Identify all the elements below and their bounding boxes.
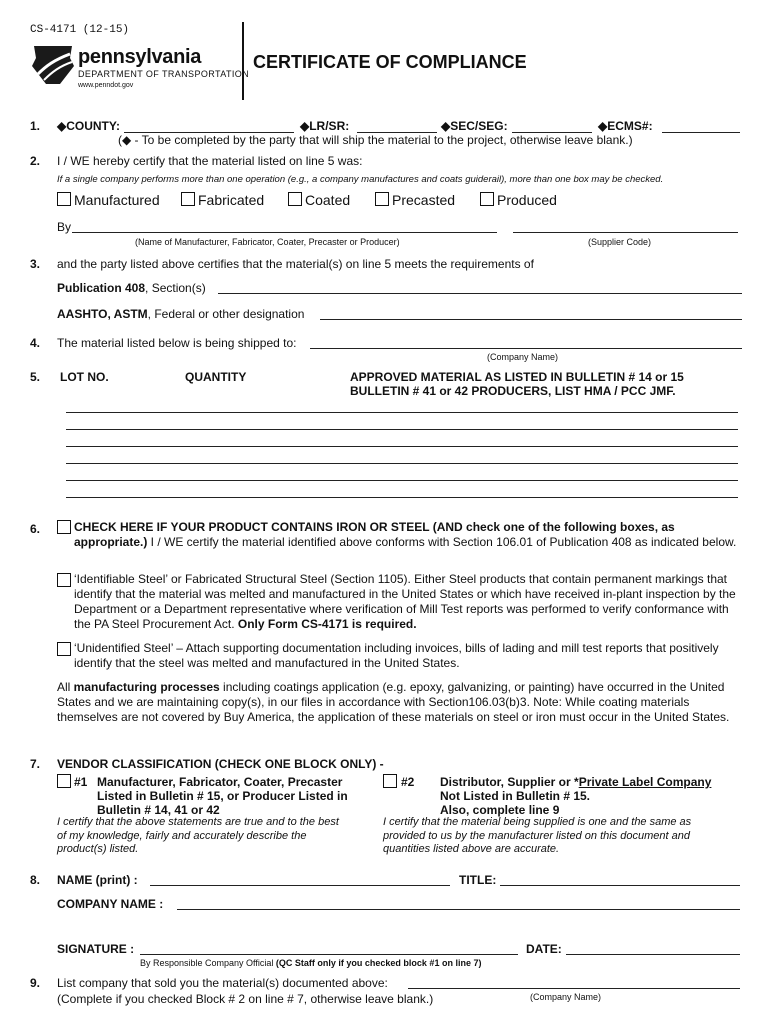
manufacturer-caption: (Name of Manufacturer, Fabricator, Coater, Precaster or Producer) — [135, 237, 400, 247]
lot-no-header: LOT NO. — [60, 370, 109, 384]
iron-steel-statement: CHECK HERE IF YOUR PRODUCT CONTAINS IRON OR STEEL (AND check one of the following boxes, as appropriate.) I / WE certify the material identified above conforms with Section 106.01 of Publication 408 as indicated below. — [74, 520, 737, 549]
vendor-option-2-number: #2 — [401, 775, 415, 789]
keystone-logo-icon — [30, 44, 76, 86]
option-produced[interactable]: Produced — [480, 192, 557, 208]
vendor-option-1-line-2: Listed in Bulletin # 15, or Producer Listed in — [97, 789, 348, 803]
line-1-note: (◆ - To be completed by the party that will ship the material to the project, otherwise leave blank.) — [118, 133, 633, 147]
designation-field[interactable] — [320, 319, 742, 320]
unidentified-steel-text: ‘Unidentified Steel’ – Attach supporting documentation including invoices, bills of lading and mill test reports that positively identify that the steel was melted and manufactured in the United States. — [74, 641, 719, 670]
logo-url: www.penndot.gov — [78, 82, 134, 89]
name-label: NAME (print) : — [57, 873, 138, 887]
option-fabricated[interactable]: Fabricated — [181, 192, 264, 208]
line-4-number: 4. — [30, 336, 41, 350]
date-field[interactable] — [566, 954, 740, 955]
aashto-label: AASHTO, ASTM, Federal or other designation — [57, 307, 305, 321]
form-id: CS-4171 (12-15) — [30, 24, 130, 36]
line-5-number: 5. — [30, 370, 41, 384]
county-label: ◆COUNTY: — [57, 119, 120, 133]
line-4-text: The material listed below is being shipped to: — [57, 336, 297, 350]
manufacturer-name-field[interactable] — [72, 232, 497, 233]
option-manufactured[interactable]: Manufactured — [57, 192, 160, 208]
by-label: By — [57, 220, 72, 234]
supplier-code-field[interactable] — [513, 232, 738, 233]
publication-408-label: Publication 408, Section(s) — [57, 281, 206, 295]
precasted-checkbox[interactable] — [375, 192, 389, 206]
line-3-number: 3. — [30, 257, 41, 271]
line-2-number: 2. — [30, 154, 41, 168]
manufacturing-processes-text: All manufacturing processes including coatings application (e.g. epoxy, galvanizing, or painting) have occurred in the United States and we are maintaining copy(s), in our files in accordance with Section106.03(b)3. Note: While coating materials themselves are not covered by Buy America, the application of these materials on steel or iron must occur in the United States. — [57, 680, 730, 724]
identifiable-steel-text: ‘Identifiable Steel’ or Fabricated Structural Steel (Section 1105). Either Steel products that contain permanent markings that identify that the material was melted and manufactured in the United States or which have received in-plant inspection by the Department or a Department representative where verification of Mill Test reports was performed to verify conformance with the PA Steel Procurement Act. Only Form CS-4171 is required. — [74, 572, 736, 631]
ship-to-caption: (Company Name) — [487, 352, 559, 362]
secseg-label: ◆SEC/SEG: — [441, 119, 508, 133]
line-9-text-2: (Complete if you checked Block # 2 on line # 7, otherwise leave blank.) — [57, 992, 434, 1006]
penndot-logo — [30, 40, 250, 92]
line-7-number: 7. — [30, 757, 41, 771]
option-coated[interactable]: Coated — [288, 192, 350, 208]
company-name-label: COMPANY NAME : — [57, 897, 164, 911]
produced-checkbox[interactable] — [480, 192, 494, 206]
vendor-classification-title: VENDOR CLASSIFICATION (CHECK ONE BLOCK ONLY) - — [57, 757, 384, 771]
iron-steel-checkbox[interactable] — [57, 520, 71, 534]
vendor-option-1-checkbox[interactable] — [57, 774, 71, 788]
vendor-option-1-line-1: Manufacturer, Fabricator, Coater, Precaster — [97, 775, 343, 789]
material-row[interactable] — [66, 497, 738, 498]
title-label: TITLE: — [459, 873, 497, 887]
line-9-number: 9. — [30, 976, 41, 990]
supplier-code-caption: (Supplier Code) — [588, 237, 652, 247]
date-label: DATE: — [526, 942, 562, 956]
approved-material-header-2: BULLETIN # 41 or 42 PRODUCERS, LIST HMA / PCC JMF. — [350, 384, 676, 398]
option-precasted[interactable]: Precasted — [375, 192, 455, 208]
material-row[interactable] — [66, 463, 738, 464]
vendor-option-2-line-3: Also, complete line 9 — [440, 803, 560, 817]
line-2-note: If a single company performs more than one operation (e.g., a company manufactures and coats guiderail), more than one box may be checked. — [57, 174, 664, 185]
material-row[interactable] — [66, 446, 738, 447]
seller-company-field[interactable] — [408, 988, 740, 989]
seller-company-caption: (Company Name) — [530, 992, 602, 1002]
manufactured-checkbox[interactable] — [57, 192, 71, 206]
signature-field[interactable] — [140, 954, 518, 955]
line-9-text-1: List company that sold you the material(s) documented above: — [57, 976, 388, 990]
line-8-number: 8. — [30, 873, 41, 887]
company-name-field[interactable] — [177, 909, 740, 910]
identifiable-steel-checkbox[interactable] — [57, 573, 71, 587]
vendor-option-2-certification: I certify that the material being supplied is one and the same as provided to us by the manufacturer listed on this document and quantities listed above are accurate. — [383, 816, 692, 855]
approved-material-header-1: APPROVED MATERIAL AS LISTED IN BULLETIN # 14 or 15 — [350, 370, 684, 384]
lrsr-label: ◆LR/SR: — [300, 119, 350, 133]
header-divider — [242, 22, 244, 100]
ecms-label: ◆ECMS#: — [598, 119, 653, 133]
logo-wordmark: pennsylvania — [78, 46, 202, 68]
vendor-option-2-line-1: Distributor, Supplier or *Private Label Company — [440, 775, 712, 789]
page-title: CERTIFICATE OF COMPLIANCE — [253, 52, 527, 72]
name-field[interactable] — [150, 885, 450, 886]
line-1-number: 1. — [30, 119, 41, 133]
material-row[interactable] — [66, 412, 738, 413]
vendor-option-1-certification: I certify that the above statements are true and to the best of my knowledge, fairly and accurately describe the product(s) listed. — [57, 816, 339, 855]
line-6-number: 6. — [30, 522, 41, 536]
line-2-text: I / WE hereby certify that the material listed on line 5 was: — [57, 154, 363, 168]
material-row[interactable] — [66, 429, 738, 430]
signature-caption: By Responsible Company Official (QC Staff only if you checked block #1 on line 7) — [140, 958, 482, 968]
quantity-header: QUANTITY — [185, 370, 247, 384]
vendor-option-1-line-3: Bulletin # 14, 41 or 42 — [97, 803, 220, 817]
line-3-text: and the party listed above certifies that the material(s) on line 5 meets the requirements of — [57, 257, 534, 271]
vendor-option-2-checkbox[interactable] — [383, 774, 397, 788]
title-field[interactable] — [500, 885, 740, 886]
logo-department: DEPARTMENT OF TRANSPORTATION — [78, 69, 250, 79]
signature-label: SIGNATURE : — [57, 942, 135, 956]
fabricated-checkbox[interactable] — [181, 192, 195, 206]
vendor-option-1-number: #1 — [74, 775, 88, 789]
material-row[interactable] — [66, 480, 738, 481]
ecms-field[interactable] — [662, 132, 740, 133]
vendor-option-2-line-2: Not Listed in Bulletin # 15. — [440, 789, 591, 803]
coated-checkbox[interactable] — [288, 192, 302, 206]
ship-to-field[interactable] — [310, 348, 742, 349]
section-field[interactable] — [218, 293, 742, 294]
unidentified-steel-checkbox[interactable] — [57, 642, 71, 656]
